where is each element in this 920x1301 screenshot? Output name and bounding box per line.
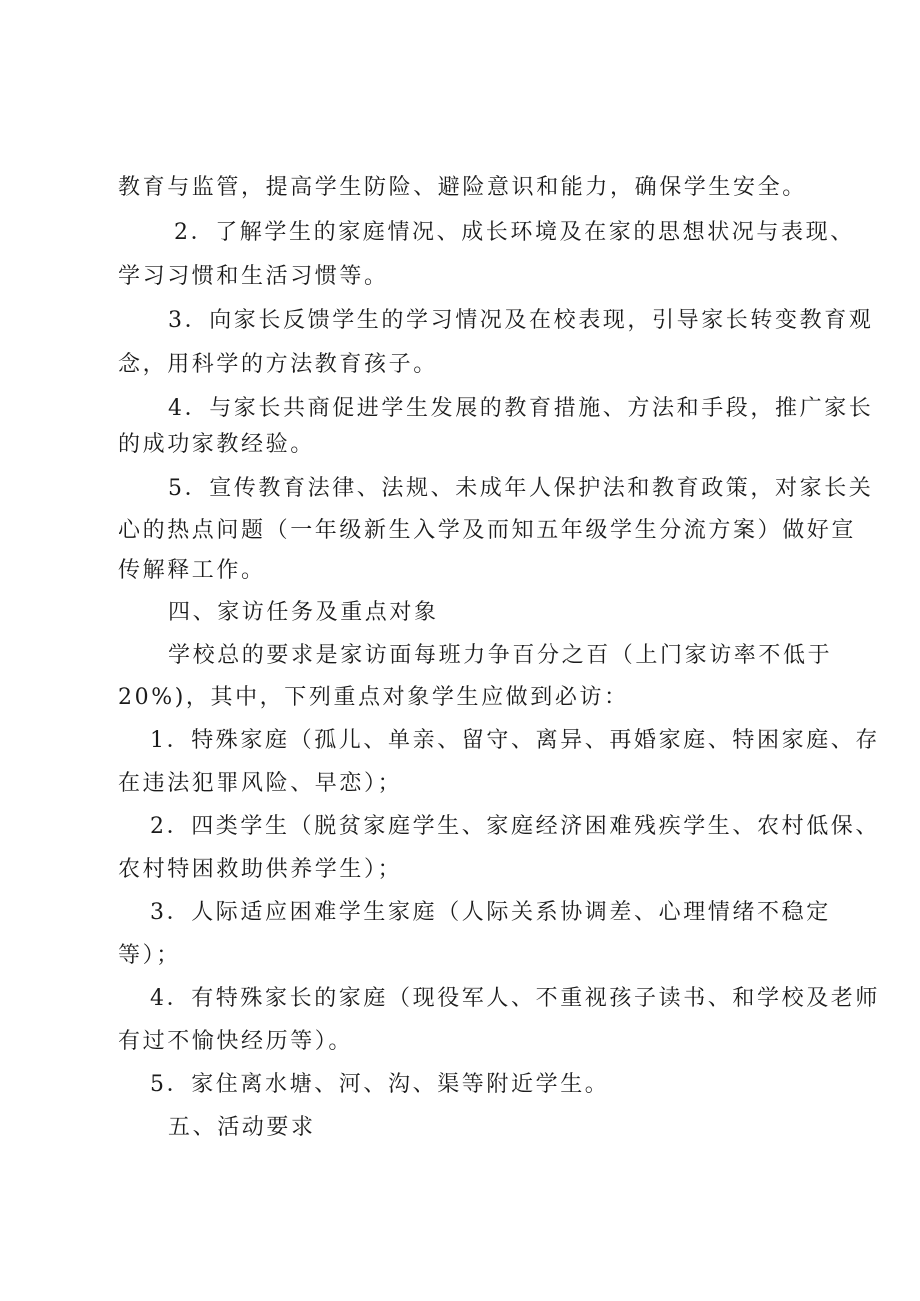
list-item-4-line-1: 4．与家长共商促进学生发展的教育措施、方法和手段，推广家长 [168,396,874,421]
list-item-3-line-1: 3．向家长反馈学生的学习情况及在校表现，引导家长转变教育观 [168,308,874,333]
target-item-5-line-1: 5．家住离水塘、河、沟、渠等附近学生。 [150,1072,610,1097]
list-item-5-line-1: 5．宣传教育法律、法规、未成年人保护法和教育政策，对家长关 [168,476,874,501]
paragraph-line: 20%)，其中，下列重点对象学生应做到必访： [118,685,629,710]
list-item-5-line-2: 心的热点问题（一年级新生入学及而知五年级学生分流方案）做好宣 [118,518,857,543]
list-item-3-line-2: 念，用科学的方法教育孩子。 [118,352,438,377]
target-item-3-line-1: 3．人际适应困难学生家庭（人际关系协调差、心理情绪不稳定 [150,900,831,925]
target-item-4-line-1: 4．有特殊家长的家庭（现役军人、不重视孩子读书、和学校及老师 [150,986,880,1011]
section-heading-4: 四、家访任务及重点对象 [168,600,439,625]
list-item-5-line-3: 传解释工作。 [118,558,266,583]
list-item-2-line-2: 学习习惯和生活习惯等。 [118,264,389,289]
target-item-2-line-1: 2．四类学生（脱贫家庭学生、家庭经济困难残疾学生、农村低保、 [150,814,880,839]
list-item-2-line-1: 2．了解学生的家庭情况、成长环境及在家的思想状况与表现、 [174,220,855,245]
paragraph-line: 教育与监管，提高学生防险、避险意识和能力，确保学生安全。 [118,175,807,200]
section-heading-5: 五、活动要求 [168,1115,316,1140]
target-item-3-line-2: 等）； [118,943,181,968]
target-item-2-line-2: 农村特困救助供养学生）； [118,857,403,882]
target-item-1-line-2: 在违法犯罪风险、早恋）； [118,771,403,796]
paragraph-line: 学校总的要求是家访面每班力争百分之百（上门家访率不低于 [168,643,833,668]
target-item-1-line-1: 1．特殊家庭（孤儿、单亲、留守、离异、再婚家庭、特困家庭、存 [150,728,880,753]
list-item-4-line-2: 的成功家教经验。 [118,432,315,457]
target-item-4-line-2: 有过不愉快经历等）。 [118,1029,354,1054]
